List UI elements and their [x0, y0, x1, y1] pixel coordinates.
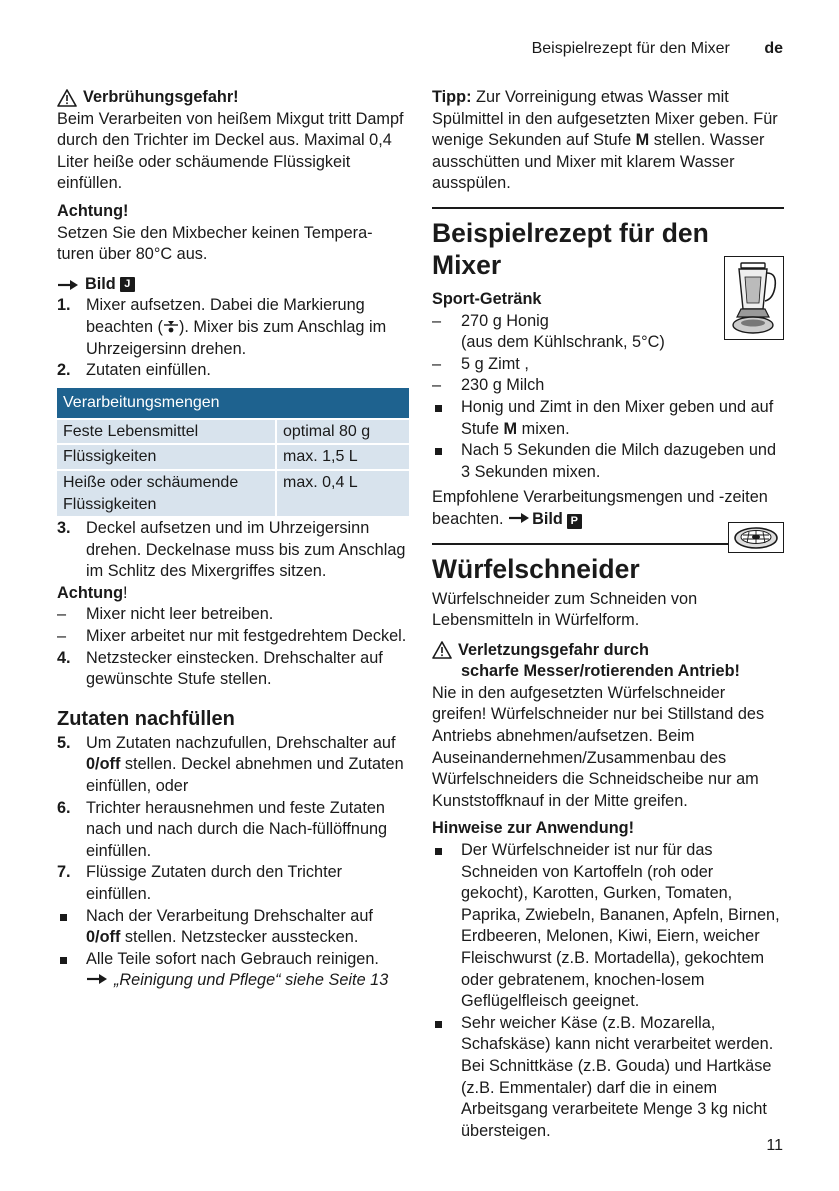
steps-list-b: [57, 518, 409, 583]
alignment-mark-icon: [163, 320, 179, 334]
step-2: 2. Zutaten einfüllen.: [57, 361, 211, 380]
list-item: Alle Teile sofort nach Gebrauch reinigen. „Reinigung und Pflege“ siehe Seite 13: [57, 949, 409, 992]
caution2-list: [57, 604, 409, 690]
step-5: 5. Um Zutaten nachzufullen, Drehschalter auf 0/off stellen. Deckel abnehmen und Zutaten einfüllen, oder: [57, 733, 404, 796]
dicer-intro: Würfelschneider zum Schneiden von Lebensmitteln in Würfelform.: [432, 589, 698, 630]
step-3: 3. Deckel aufsetzen und im Uhrzeigersinn drehen. Deckelnase muss bis zum Anschlag im Schlitz des Mixergriffes sitzen.: [57, 519, 406, 581]
blender-illustration: [724, 256, 784, 340]
reference-arrow-icon: [508, 512, 530, 524]
list-item: – Mixer arbeitet nur mit festgedrehtem Deckel.: [57, 627, 407, 646]
injury-warning-text: Nie in den aufgesetzten Würfelschneider greifen! Würfelschneider nur bei Stillstand des Antriebs abnehmen/aufsetzen. Beim Auseinandernehmen/Zusammenbau des Würfelschneiders die Schneidscheibe nur am Kunststoffknauf in der Mitte greifen.: [432, 683, 765, 810]
warning-triangle-icon: [432, 641, 452, 659]
list-item: – 270 g Honig (aus dem Kühlschrank, 5°C): [432, 311, 665, 352]
step-1: 1. Mixer aufsetzen. Dabei die Markierung beachten ( ). Mixer bis zum Anschlag im Uhrzeigersinn drehen.: [57, 296, 387, 358]
dicer-illustration: [728, 522, 784, 553]
list-item: Sehr weicher Käse (z.B. Mozarella, Schafskäse) kann nicht verarbeitet werden. Bei Schnittkäse (z.B. Gouda) und Hartkäse (z.B. Emmentaler) darf die in einem Arbeitsgang verarbeitete Menge 3 kg nicht übersteigen.: [432, 1013, 784, 1143]
list-item: Der Würfelschneider ist nur für das Schneiden von Kartoffeln (roh oder gekocht), Karotten, Gurken, Tomaten, Paprika, Zwiebeln, Bananen, Apfeln, Birnen, Erdbeeren, Melonen, Kiwi, Eiern, weicher Fleischwurst (z.B. Mortadella), gekochtem oder gebratenem, knochen-losem Geflügelfleisch geeignet.: [432, 840, 784, 1013]
reference-arrow-icon: [86, 973, 108, 985]
list-item: Nach 5 Sekunden die Milch dazugeben und 3 Sekunden mixen.: [432, 440, 784, 483]
figure-letter-badge: P: [567, 514, 582, 529]
injury-warning-heading: Verletzungsgefahr durch: [432, 640, 784, 662]
figure-letter-badge: J: [120, 277, 135, 292]
scald-warning-heading: Verbrühungsgefahr!: [57, 87, 409, 109]
usage-hints-heading: Hinweise zur Anwendung!: [432, 819, 635, 838]
caution-text: Setzen Sie den Mixbecher keinen Tempera-turen über 80°C aus.: [57, 223, 373, 264]
injury-warning-heading-2: scharfe Messer/rotierenden Antrieb!: [461, 662, 740, 681]
refill-steps-list: [57, 733, 409, 992]
list-item: – 5 g Zimt ,: [432, 354, 529, 373]
table-header: Verarbeitungsmengen: [57, 388, 409, 418]
list-item: – Mixer nicht leer betreiben.: [57, 605, 274, 624]
dicer-title: Würfelschneider: [432, 543, 784, 585]
refill-section-title: Zutaten nachfüllen: [57, 707, 235, 730]
recipe-subtitle: Sport-Getränk: [432, 289, 542, 308]
table-row: Heiße oder schäumende Flüssigkeiten max. 0,4 L: [57, 471, 409, 516]
header-language: de: [764, 40, 783, 57]
recipe-title: Beispielrezept für den Mixer: [432, 207, 784, 281]
left-column: [57, 87, 409, 992]
steps-list-a: [57, 295, 409, 381]
right-column: [432, 87, 784, 1142]
list-item: Nach der Verarbeitung Drehschalter auf 0/off stellen. Netzstecker ausstecken.: [57, 906, 409, 949]
table-row: Flüssigkeiten max. 1,5 L: [57, 445, 409, 469]
scald-warning-text: Beim Verarbeiten von heißem Mixgut tritt Dampf durch den Trichter im Deckel aus. Maximal 0,4 Liter heiße oder schäumende Flüssigkeit einfüllen.: [57, 109, 404, 193]
step-7: 7. Flüssige Zutaten durch den Trichter einfüllen.: [57, 863, 343, 903]
cleaning-page-link[interactable]: „Reinigung und Pflege“ siehe Seite 13: [114, 971, 389, 990]
step-6: 6. Trichter herausnehmen und feste Zutaten nach und nach durch die Nach-füllöffnung einfüllen.: [57, 798, 388, 860]
table-row: Feste Lebensmittel optimal 80 g: [57, 420, 409, 444]
page-number: 11: [766, 1137, 783, 1155]
header-title: Beispielrezept für den Mixer: [531, 40, 730, 57]
figure-reference-p[interactable]: Bild: [532, 509, 563, 528]
figure-reference-j[interactable]: Bild J: [57, 274, 409, 296]
tip-paragraph: Tipp: Zur Vorreinigung etwas Wasser mit Spülmittel in den aufgesetzten Mixer geben. Für wenige Sekunden auf Stufe M stellen. Wasser ausschütten und Mixer mit klarem Wasser ausspülen.: [432, 88, 778, 193]
caution-heading: Achtung!: [57, 201, 129, 220]
running-header: [532, 38, 783, 60]
step-4: 4. Netzstecker einstecken. Drehschalter auf gewünschte Stufe stellen.: [57, 648, 383, 689]
list-item: – 230 g Milch: [432, 376, 545, 395]
list-item: Honig und Zimt in den Mixer geben und auf Stufe M mixen.: [432, 397, 784, 440]
processing-amounts-table: [57, 386, 409, 518]
warning-triangle-icon: [57, 89, 77, 107]
recipe-note: Empfohlene Verarbeitungsmengen und -zeiten beachten. Bild P: [432, 488, 768, 528]
reference-arrow-icon: [57, 279, 79, 291]
caution2-heading: Achtung!: [57, 583, 128, 602]
usage-hints-list: [432, 840, 784, 1142]
